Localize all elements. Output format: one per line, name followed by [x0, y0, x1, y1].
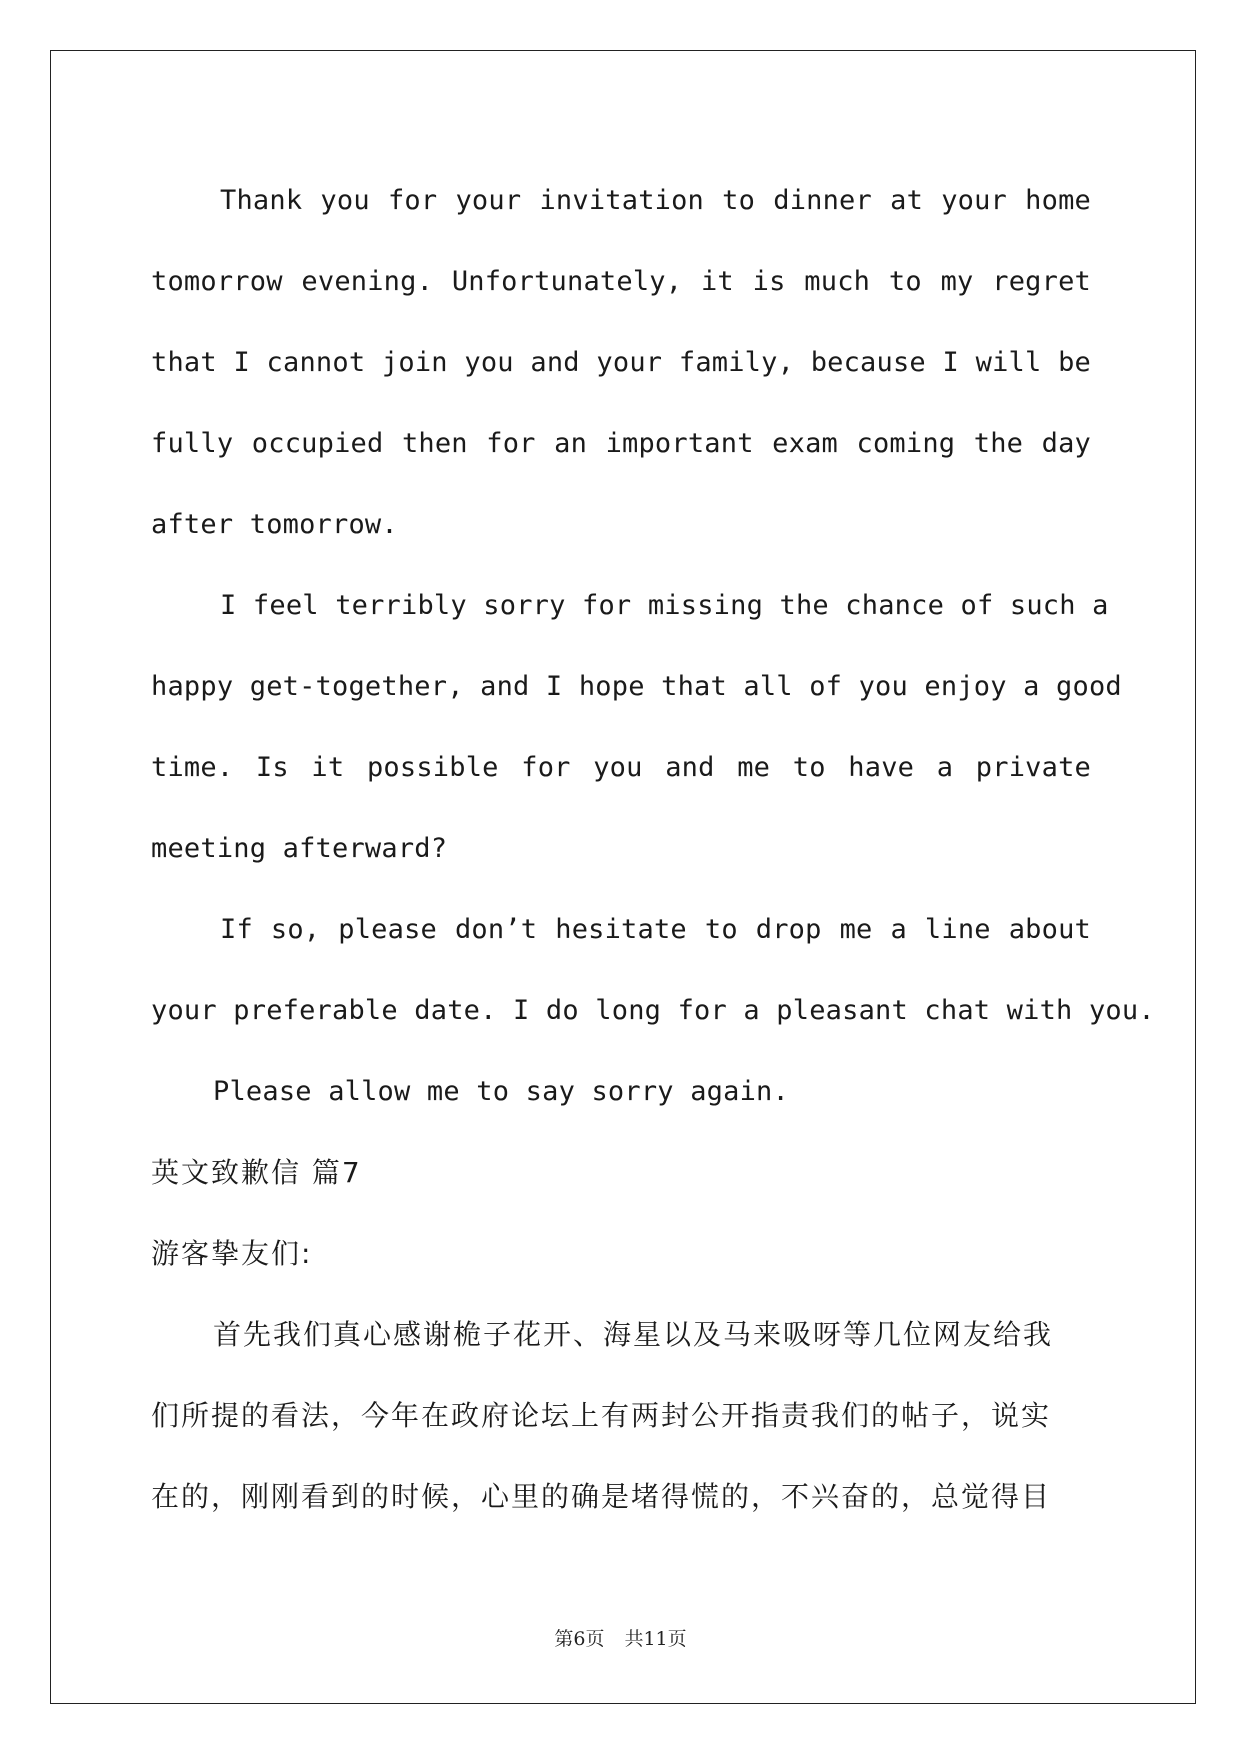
paragraph — [151, 1294, 1091, 1537]
paragraph — [151, 565, 1122, 889]
text-line: 首先我们真心感谢桅子花开、海星以及马来吸呀等几位网友给我 — [213, 1318, 1054, 1351]
document-body — [151, 160, 1155, 1537]
paragraph — [151, 160, 1091, 565]
paragraph — [151, 1051, 1091, 1132]
page-total: 共11页 — [624, 1628, 687, 1650]
page-footer — [0, 1624, 1241, 1651]
paragraph — [151, 889, 1155, 1051]
section-heading: 英文致歉信 篇7 — [151, 1156, 362, 1189]
text-line: 们所提的看法，今年在政府论坛上有两封公开指责我们的帖子，说实 — [151, 1399, 1052, 1432]
text-line: that I cannot join you and your family, because I will be — [151, 347, 1091, 378]
text-line: fully occupied then for an important exam coming the day — [151, 428, 1091, 459]
salutation: 游客挚友们: — [151, 1237, 313, 1270]
text-line: 在的，刚刚看到的时候，心里的确是堵得慌的，不兴奋的，总觉得目 — [151, 1480, 1052, 1513]
text-line: tomorrow evening. Unfortunately, it is much to my regret — [151, 266, 1091, 297]
text-line: your preferable date. I do long for a pleasant chat with you. — [151, 995, 1155, 1026]
text-line: happy get-together, and I hope that all of you enjoy a good — [151, 671, 1122, 702]
text-line: time. Is it possible for you and me to have a private — [151, 752, 1091, 783]
text-line: Thank you for your invitation to dinner at your home — [220, 185, 1091, 216]
text-line: meeting afterward? — [151, 833, 448, 864]
text-line: after tomorrow. — [151, 509, 398, 540]
page-number: 第6页 — [554, 1628, 605, 1650]
text-line: I feel terribly sorry for missing the chance of such a — [220, 590, 1109, 621]
text-line: Please allow me to say sorry again. — [213, 1076, 789, 1107]
text-line: If so, please don’t hesitate to drop me a line about — [220, 914, 1091, 945]
